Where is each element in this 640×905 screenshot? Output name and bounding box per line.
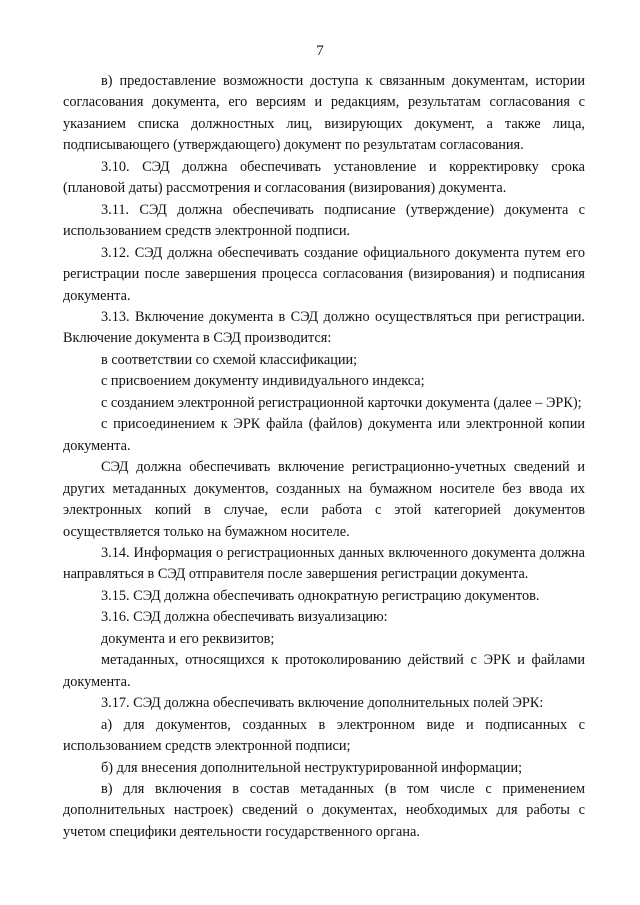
paragraph-3-10: 3.10. СЭД должна обеспечивать установление и корректировку срока (плановой даты) рассмотрения и согласования (визирования) документа.	[63, 158, 585, 197]
paragraph-3-17: 3.17. СЭД должна обеспечивать включение дополнительных полей ЭРК:	[101, 695, 544, 712]
list-item-b: б) для внесения дополнительной неструктурированной информации;	[101, 759, 523, 776]
paragraph-3-14: 3.14. Информация о регистрационных данных включенного документа должна направляться в СЭД отправителя после завершения регистрации документа.	[63, 544, 585, 583]
list-item-classification: в соответствии со схемой классификации;	[101, 351, 358, 368]
document-body	[63, 71, 585, 843]
list-item-document-requisites: документа и его реквизитов;	[101, 630, 275, 647]
paragraph-paper-documents: СЭД должна обеспечивать включение регистрационно-учетных сведений и других метаданных документов, созданных на бумажном носителе без ввода их электронных копий в случае, если работа с этой категорией документов осуществляется только на бумажном носителе.	[63, 459, 585, 540]
list-item-index: с присвоением документу индивидуального индекса;	[101, 373, 425, 390]
paragraph-3-15: 3.15. СЭД должна обеспечивать однократную регистрацию документов.	[101, 587, 540, 604]
list-item-erk: с созданием электронной регистрационной карточки документа (далее – ЭРК);	[101, 394, 582, 411]
list-item-v: в) для включения в состав метаданных (в том числе с применением дополнительных настроек) сведений о документах, необходимых для работы с учетом специфики деятельности государственного органа.	[63, 780, 585, 840]
list-item-metadata-logging: метаданных, относящихся к протоколированию действий с ЭРК и файлами документа.	[63, 652, 585, 690]
paragraph-3-16: 3.16. СЭД должна обеспечивать визуализацию:	[101, 609, 388, 626]
list-item-files: с присоединением к ЭРК файла (файлов) документа или электронной копии документа.	[63, 416, 585, 454]
paragraph-3-12: 3.12. СЭД должна обеспечивать создание официального документа путем его регистрации после завершения процесса согласования (визирования) и подписания документа.	[63, 244, 585, 304]
paragraph-3-11: 3.11. СЭД должна обеспечивать подписание (утверждение) документа с использованием средств электронной подписи.	[63, 201, 585, 240]
page-number: 7	[316, 43, 324, 59]
paragraph-3-9-v: в) предоставление возможности доступа к связанным документам, истории согласования документа, его версиям и редакциям, результатам согласования с указанием списка должностных лиц, визирующих документ, а также лица, подписывающего (утверждающего) документ по результатам согласования.	[63, 73, 585, 154]
list-item-a: а) для документов, созданных в электронном виде и подписанных с использованием средств электронной подписи;	[63, 716, 585, 755]
paragraph-3-13: 3.13. Включение документа в СЭД должно осуществляться при регистрации. Включение документа в СЭД производится:	[63, 308, 585, 347]
